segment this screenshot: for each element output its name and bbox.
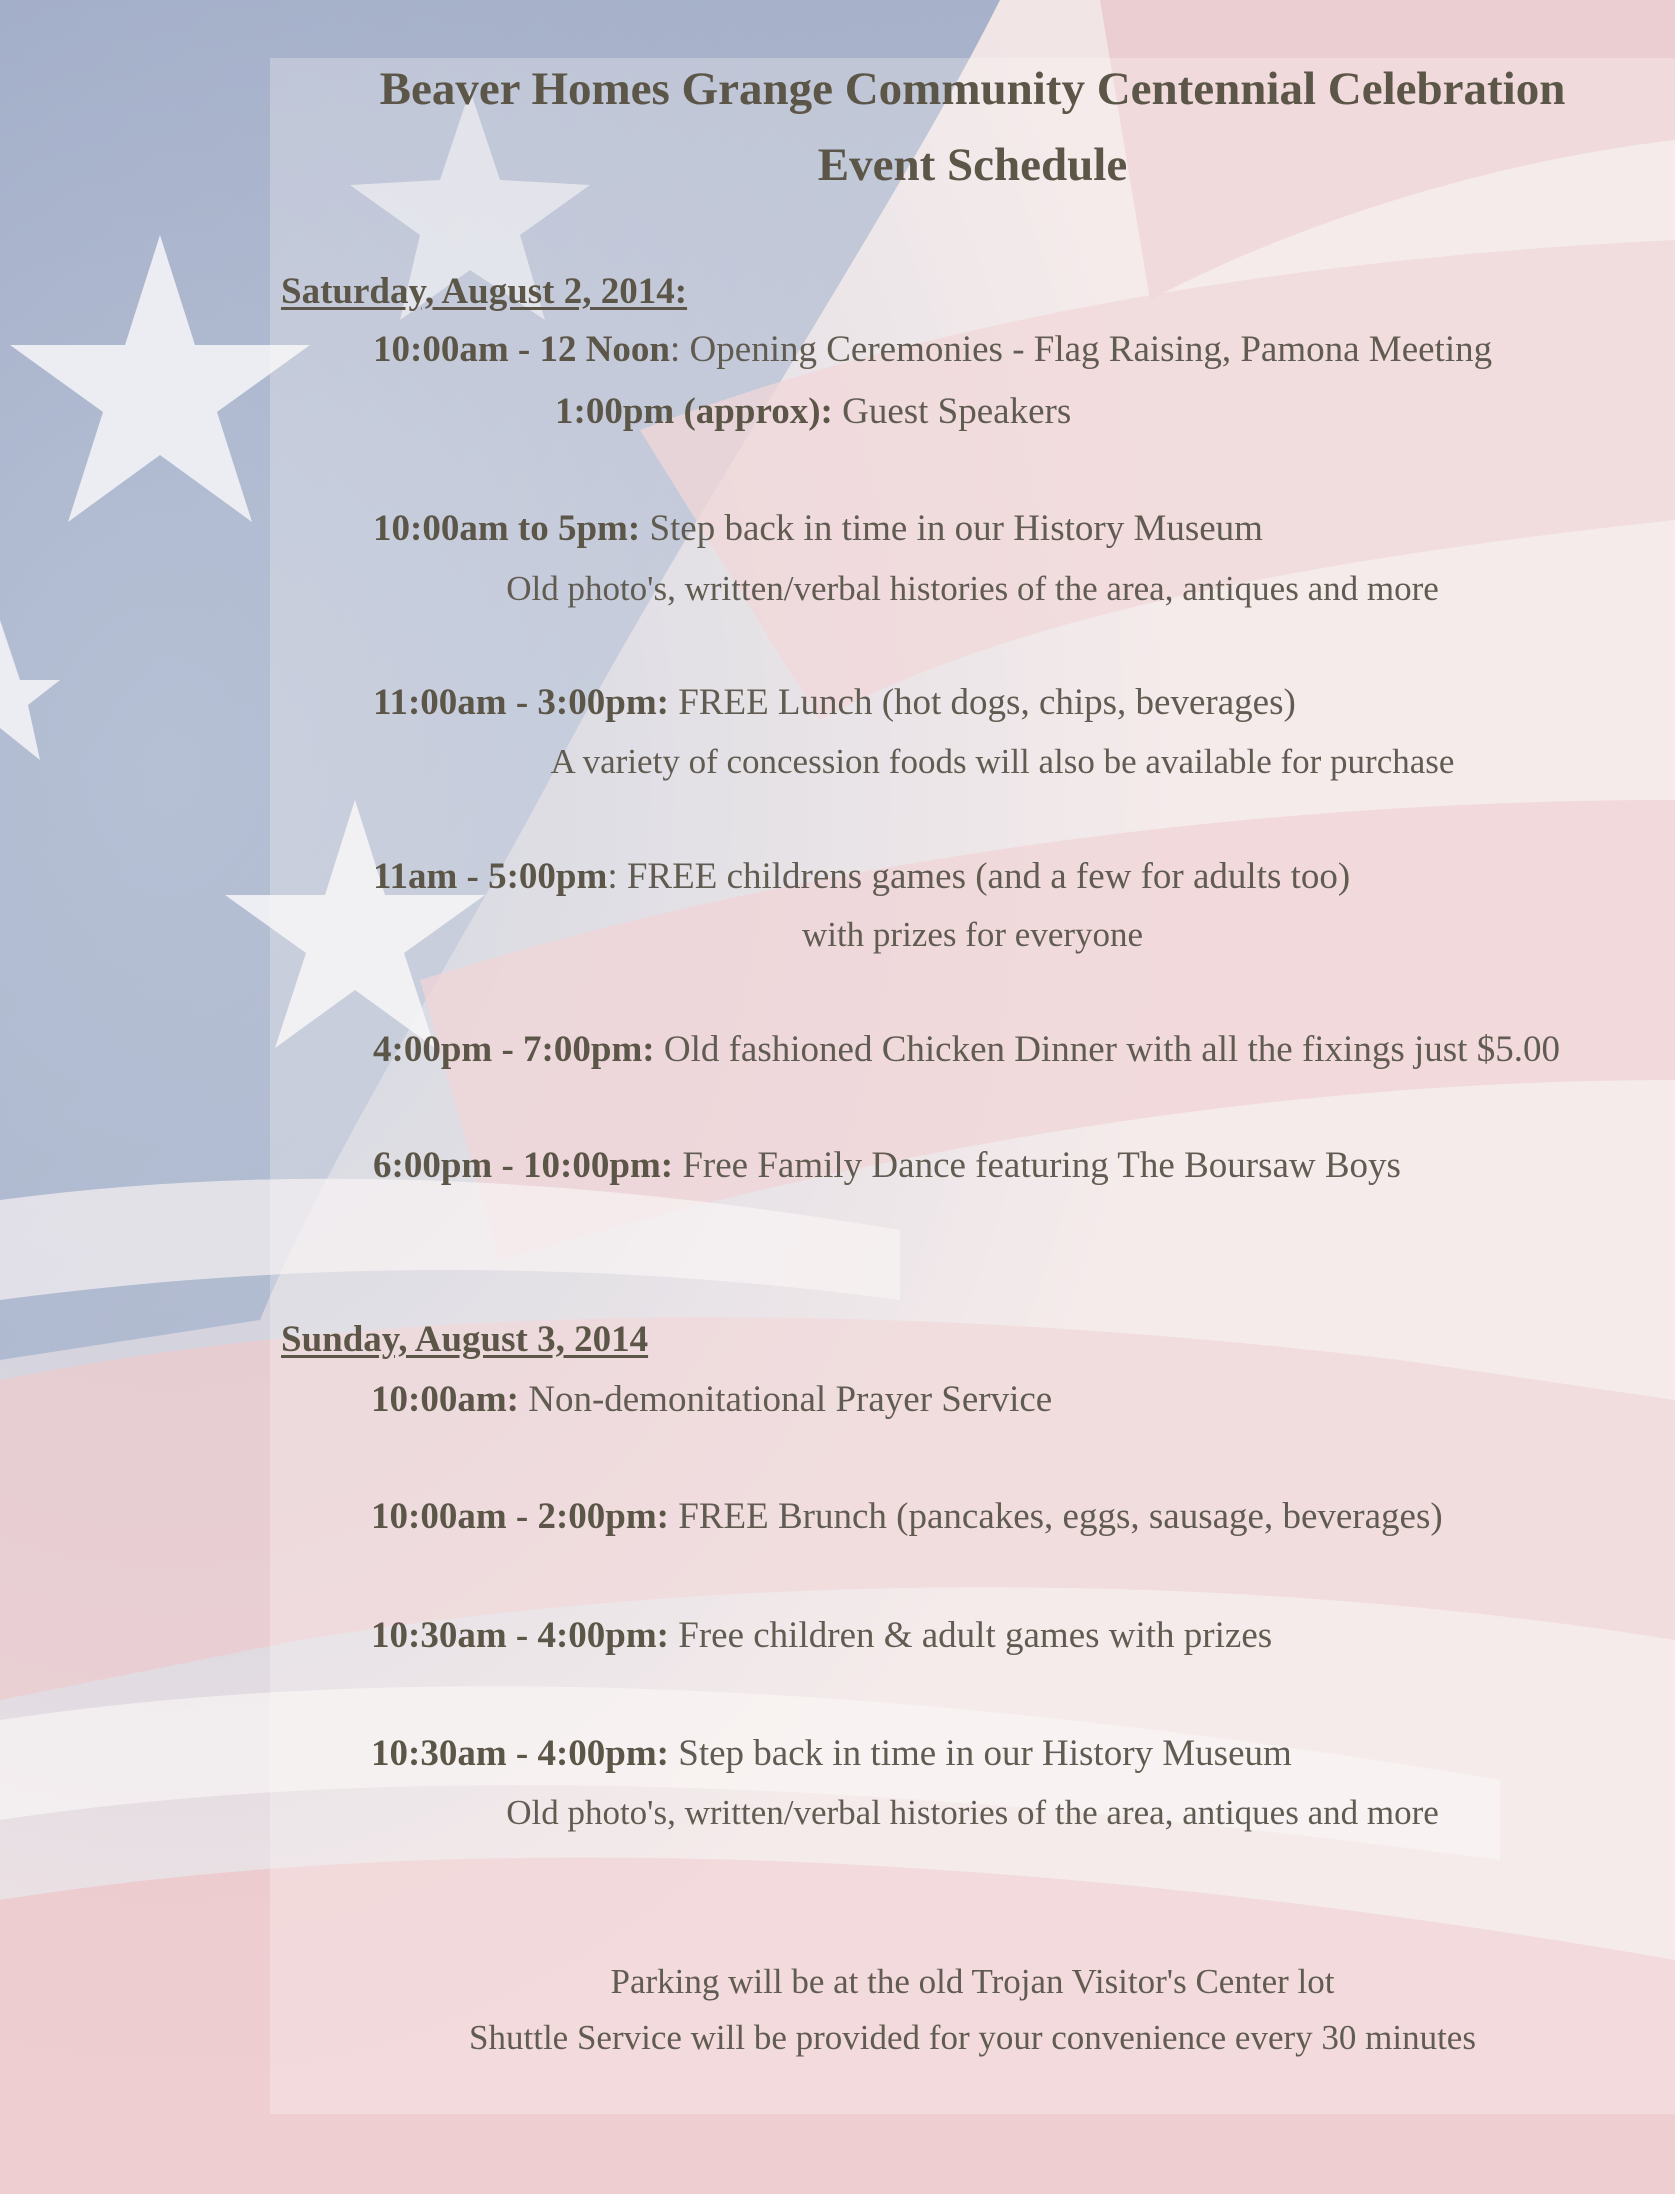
sunday-heading: Sunday, August 3, 2014: [281, 1319, 649, 1360]
event-desc: : FREE childrens games (and a few for adults too): [607, 856, 1351, 897]
saturday-heading: Saturday, August 2, 2014:: [281, 271, 688, 312]
event-note: Old photo's, written/verbal histories of the area, antiques and more: [506, 569, 1439, 608]
event-time: 10:00am - 2:00pm:: [371, 1496, 670, 1537]
event-time: 10:30am - 4:00pm:: [371, 1733, 670, 1774]
event-time: 11:00am - 3:00pm:: [373, 682, 669, 723]
event-sat-6: [373, 1028, 1560, 1071]
event-sat-3: [373, 507, 1263, 550]
event-time: 11am - 5:00pm: [373, 856, 608, 897]
event-desc: FREE Lunch (hot dogs, chips, beverages): [668, 682, 1296, 723]
event-time: 10:00am to 5pm:: [373, 508, 641, 549]
event-sun-3: [371, 1614, 1272, 1657]
event-desc: Step back in time in our History Museum: [640, 508, 1263, 549]
event-sat-7: [373, 1144, 1401, 1187]
event-desc: Guest Speakers: [832, 391, 1072, 432]
event-sat-1: [373, 328, 1492, 371]
event-sun-1: [371, 1378, 1052, 1421]
event-desc: Non-demonitational Prayer Service: [518, 1379, 1053, 1420]
event-time: 10:30am - 4:00pm:: [371, 1615, 670, 1656]
event-note: with prizes for everyone: [801, 915, 1144, 954]
event-note: Old photo's, written/verbal histories of the area, antiques and more: [506, 1793, 1439, 1832]
event-time: 10:00am:: [371, 1379, 519, 1420]
event-desc: : Opening Ceremonies - Flag Raising, Pamona Meeting: [670, 329, 1493, 370]
event-desc: Free Family Dance featuring The Boursaw Boys: [673, 1145, 1401, 1186]
event-time: 1:00pm (approx):: [555, 391, 833, 432]
parking-info: Parking will be at the old Trojan Visitor's Center lot: [610, 1962, 1335, 2001]
event-sat-2: [555, 390, 1071, 433]
event-sun-2: [371, 1495, 1443, 1538]
event-sun-4: [371, 1732, 1292, 1775]
event-desc: Step back in time in our History Museum: [669, 1733, 1292, 1774]
event-desc: Old fashioned Chicken Dinner with all the fixings just $5.00: [654, 1029, 1560, 1070]
event-sat-5: [373, 855, 1350, 898]
event-desc: FREE Brunch (pancakes, eggs, sausage, beverages): [669, 1496, 1443, 1537]
page-subtitle: Event Schedule: [817, 139, 1128, 191]
event-time: 6:00pm - 10:00pm:: [373, 1145, 674, 1186]
page-title: Beaver Homes Grange Community Centennial Celebration: [379, 63, 1566, 115]
event-desc: Free children & adult games with prizes: [669, 1615, 1273, 1656]
shuttle-info: Shuttle Service will be provided for your convenience every 30 minutes: [469, 2018, 1476, 2057]
event-time: 10:00am - 12 Noon: [373, 329, 671, 370]
event-note: A variety of concession foods will also be available for purchase: [550, 742, 1455, 781]
event-sat-4: [373, 681, 1296, 724]
event-time: 4:00pm - 7:00pm:: [373, 1029, 655, 1070]
